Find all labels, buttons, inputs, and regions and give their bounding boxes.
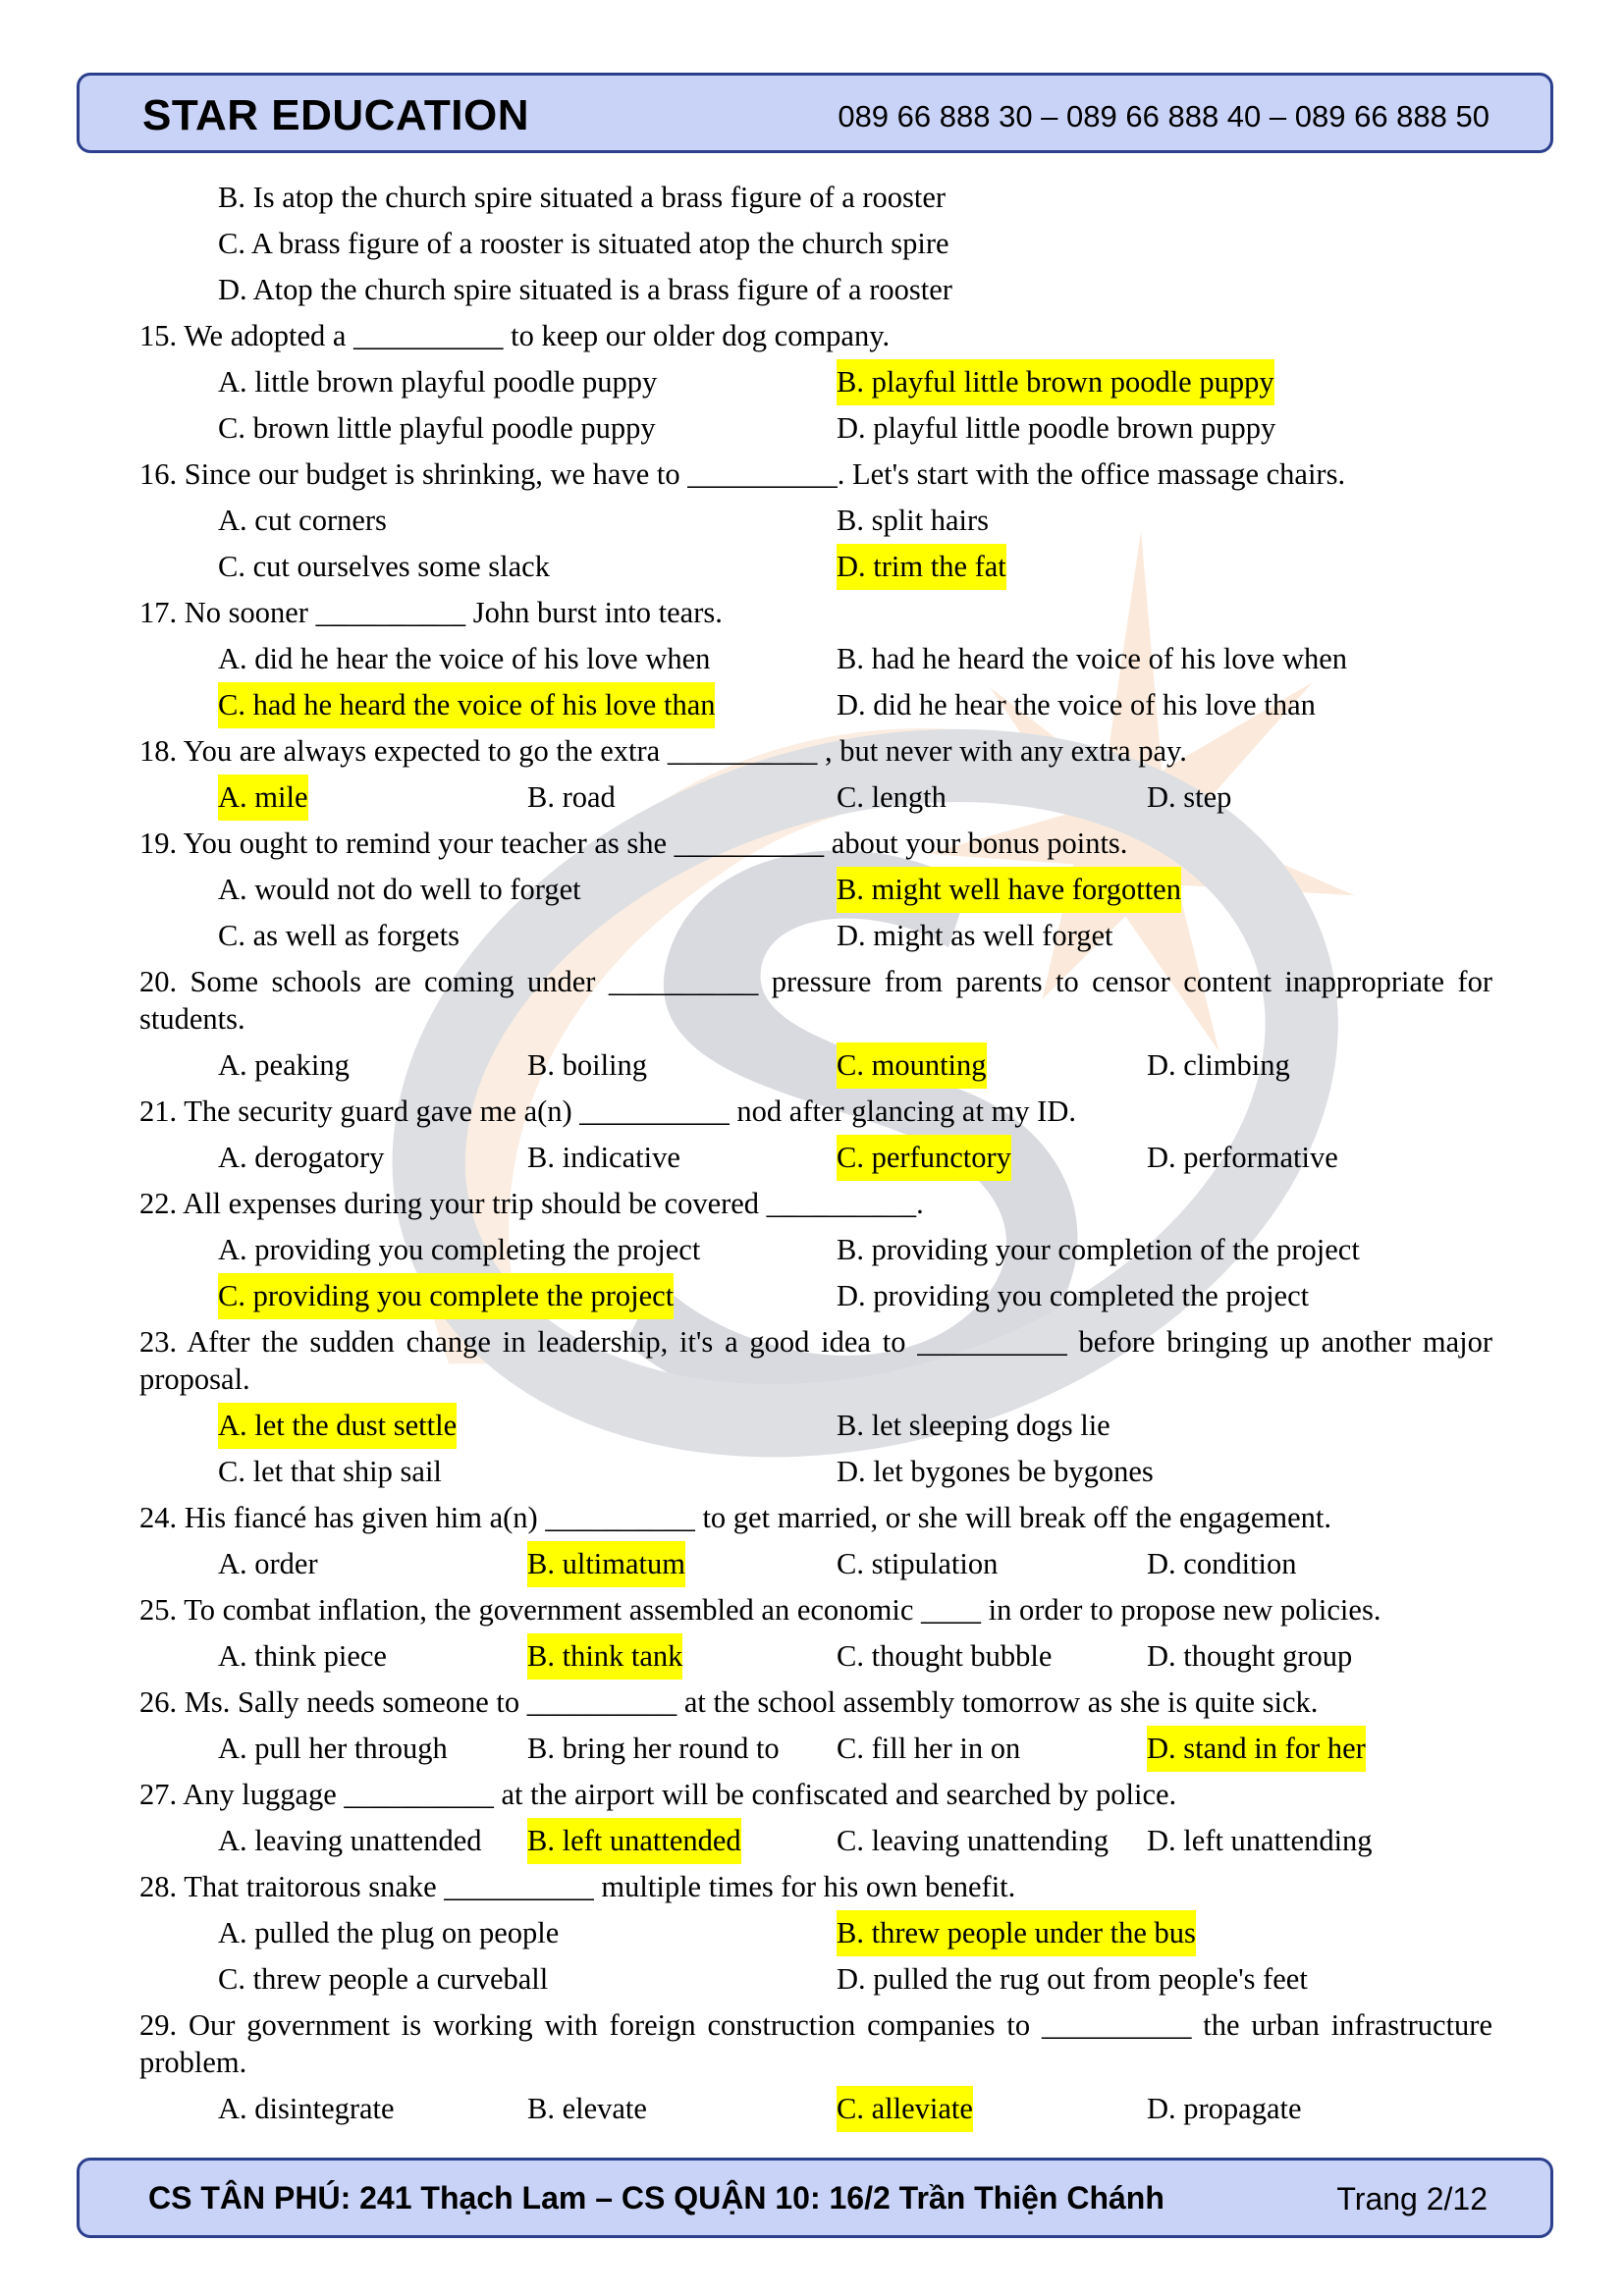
brand-name: STAR EDUCATION	[142, 91, 530, 139]
answer-option-highlighted: A. let the dust settle	[218, 1403, 457, 1449]
answer-option: C. let that ship sail	[218, 1455, 442, 1488]
answer-option: A. disintegrate	[218, 2092, 395, 2125]
question-stem: 18. You are always expected to go the extra __________ , but never with any extra pay.	[139, 734, 1187, 768]
question-stem: 20. Some schools are coming under __________ pressure from parents to censor content inappropriate for students.	[139, 965, 1492, 1036]
answer-option-highlighted: C. had he heard the voice of his love than	[218, 682, 715, 728]
answer-option: C. threw people a curveball	[218, 1962, 549, 1996]
question-stem: 15. We adopted a __________ to keep our older dog company.	[139, 319, 891, 352]
option-row	[139, 1910, 1492, 1956]
answer-option: B. elevate	[527, 2092, 647, 2125]
page-number: Trang 2/12	[1336, 2181, 1488, 2216]
answer-option: A. derogatory	[218, 1141, 385, 1174]
answer-option-highlighted: B. playful little brown poodle puppy	[837, 359, 1274, 405]
answer-option: B. split hairs	[837, 504, 990, 537]
option-row	[139, 867, 1492, 913]
answer-option: C. thought bubble	[837, 1639, 1053, 1673]
answer-option: A. pull her through	[218, 1732, 448, 1765]
answer-option: B. indicative	[527, 1141, 680, 1174]
question-stem: 22. All expenses during your trip should be covered __________.	[139, 1187, 924, 1220]
continued-option: B. Is atop the church spire situated a brass figure of a rooster	[218, 181, 947, 214]
question-stem: 26. Ms. Sally needs someone to __________ at the school assembly tomorrow as she is quite sick.	[139, 1685, 1319, 1719]
option-row	[139, 2086, 1492, 2132]
answer-option: B. road	[527, 780, 616, 814]
answer-option: D. thought group	[1147, 1639, 1353, 1673]
answer-option: D. climbing	[1147, 1048, 1290, 1082]
answer-option-highlighted: B. ultimatum	[527, 1541, 685, 1587]
answer-option: D. performative	[1147, 1141, 1338, 1174]
option-row	[139, 1273, 1492, 1319]
page-footer	[77, 2158, 1553, 2238]
option-row	[139, 1042, 1492, 1089]
question-stem: 27. Any luggage __________ at the airport will be confiscated and searched by police.	[139, 1778, 1177, 1811]
answer-option: A. peaking	[218, 1048, 350, 1082]
option-row	[139, 1541, 1492, 1587]
answer-option: D. condition	[1147, 1547, 1297, 1580]
answer-option: B. had he heard the voice of his love when	[837, 642, 1348, 675]
question-stem: 25. To combat inflation, the government assembled an economic ____ in order to propose new policies.	[139, 1593, 1381, 1627]
question-stem: 24. His fiancé has given him a(n) __________ to get married, or she will break off the engagement.	[139, 1501, 1332, 1534]
answer-option: D. might as well forget	[837, 919, 1113, 952]
answer-option: C. cut ourselves some slack	[218, 550, 550, 583]
answer-option-highlighted: C. perfunctory	[837, 1135, 1011, 1181]
answer-option: C. stipulation	[837, 1547, 999, 1580]
answer-option-highlighted: D. stand in for her	[1147, 1726, 1366, 1772]
answer-option-highlighted: B. left unattended	[527, 1818, 741, 1864]
question-list	[139, 175, 1492, 2132]
answer-option: C. fill her in on	[837, 1732, 1021, 1765]
answer-option-highlighted: B. think tank	[527, 1633, 682, 1680]
question-stem: 17. No sooner __________ John burst into tears.	[139, 596, 723, 629]
option-row	[139, 1726, 1492, 1772]
option-row	[139, 359, 1492, 405]
answer-option: A. providing you completing the project	[218, 1233, 701, 1266]
answer-option: D. did he hear the voice of his love than	[837, 688, 1316, 721]
option-row	[139, 774, 1492, 821]
answer-option: C. leaving unattending	[837, 1824, 1109, 1857]
question-stem: 29. Our government is working with foreign construction companies to __________ the urban infrastructure problem.	[139, 2008, 1492, 2079]
option-row	[139, 682, 1492, 728]
answer-option: A. pulled the plug on people	[218, 1916, 560, 1949]
answer-option: B. boiling	[527, 1048, 648, 1082]
answer-option: A. order	[218, 1547, 318, 1580]
answer-option: D. step	[1147, 780, 1232, 814]
option-row	[139, 913, 1492, 959]
option-row	[139, 636, 1492, 682]
answer-option: A. leaving unattended	[218, 1824, 482, 1857]
campus-address: CS TÂN PHÚ: 241 Thạch Lam – CS QUẬN 10: 16/2 Trần Thiện Chánh	[148, 2180, 1164, 2216]
answer-option-highlighted: A. mile	[218, 774, 308, 821]
answer-option-highlighted: C. providing you complete the project	[218, 1273, 674, 1319]
answer-option: B. providing your completion of the project	[837, 1233, 1360, 1266]
option-row	[139, 405, 1492, 452]
answer-option: D. pulled the rug out from people's feet	[837, 1962, 1308, 1996]
answer-option: D. let bygones be bygones	[837, 1455, 1154, 1488]
answer-option: D. left unattending	[1147, 1824, 1373, 1857]
answer-option: D. providing you completed the project	[837, 1279, 1310, 1312]
answer-option-highlighted: B. might well have forgotten	[837, 867, 1181, 913]
answer-option: C. length	[837, 780, 947, 814]
option-row	[139, 1403, 1492, 1449]
answer-option-highlighted: D. trim the fat	[837, 544, 1006, 590]
answer-option-highlighted: B. threw people under the bus	[837, 1910, 1196, 1956]
answer-option: B. let sleeping dogs lie	[837, 1409, 1110, 1442]
continued-option: D. Atop the church spire situated is a brass figure of a rooster	[218, 273, 952, 306]
option-row	[139, 498, 1492, 544]
option-row	[139, 1449, 1492, 1495]
option-row	[139, 1818, 1492, 1864]
continued-option: C. A brass figure of a rooster is situated atop the church spire	[218, 227, 949, 260]
option-row	[139, 1135, 1492, 1181]
option-row	[139, 544, 1492, 590]
answer-option: A. did he hear the voice of his love when	[218, 642, 711, 675]
option-row	[139, 1956, 1492, 2002]
answer-option: B. bring her round to	[527, 1732, 780, 1765]
answer-option: A. cut corners	[218, 504, 387, 537]
answer-option: A. think piece	[218, 1639, 387, 1673]
option-row	[139, 1633, 1492, 1680]
question-stem: 19. You ought to remind your teacher as she __________ about your bonus points.	[139, 827, 1128, 860]
answer-option-highlighted: C. alleviate	[837, 2086, 973, 2132]
question-stem: 23. After the sudden change in leadership, it's a good idea to __________ before bringing up another major proposal.	[139, 1325, 1492, 1396]
answer-option: A. little brown playful poodle puppy	[218, 365, 658, 399]
question-stem: 28. That traitorous snake __________ multiple times for his own benefit.	[139, 1870, 1016, 1903]
option-row	[139, 1227, 1492, 1273]
question-stem: 16. Since our budget is shrinking, we have to __________. Let's start with the office massage chairs.	[139, 457, 1346, 491]
answer-option: D. propagate	[1147, 2092, 1302, 2125]
answer-option-highlighted: C. mounting	[837, 1042, 987, 1089]
page-header	[77, 73, 1553, 153]
answer-option: C. brown little playful poodle puppy	[218, 411, 656, 445]
contact-phones: 089 66 888 30 – 089 66 888 40 – 089 66 888 50	[838, 99, 1489, 133]
answer-option: A. would not do well to forget	[218, 873, 581, 906]
answer-option: D. playful little poodle brown puppy	[837, 411, 1276, 445]
question-stem: 21. The security guard gave me a(n) __________ nod after glancing at my ID.	[139, 1095, 1076, 1128]
answer-option: C. as well as forgets	[218, 919, 460, 952]
